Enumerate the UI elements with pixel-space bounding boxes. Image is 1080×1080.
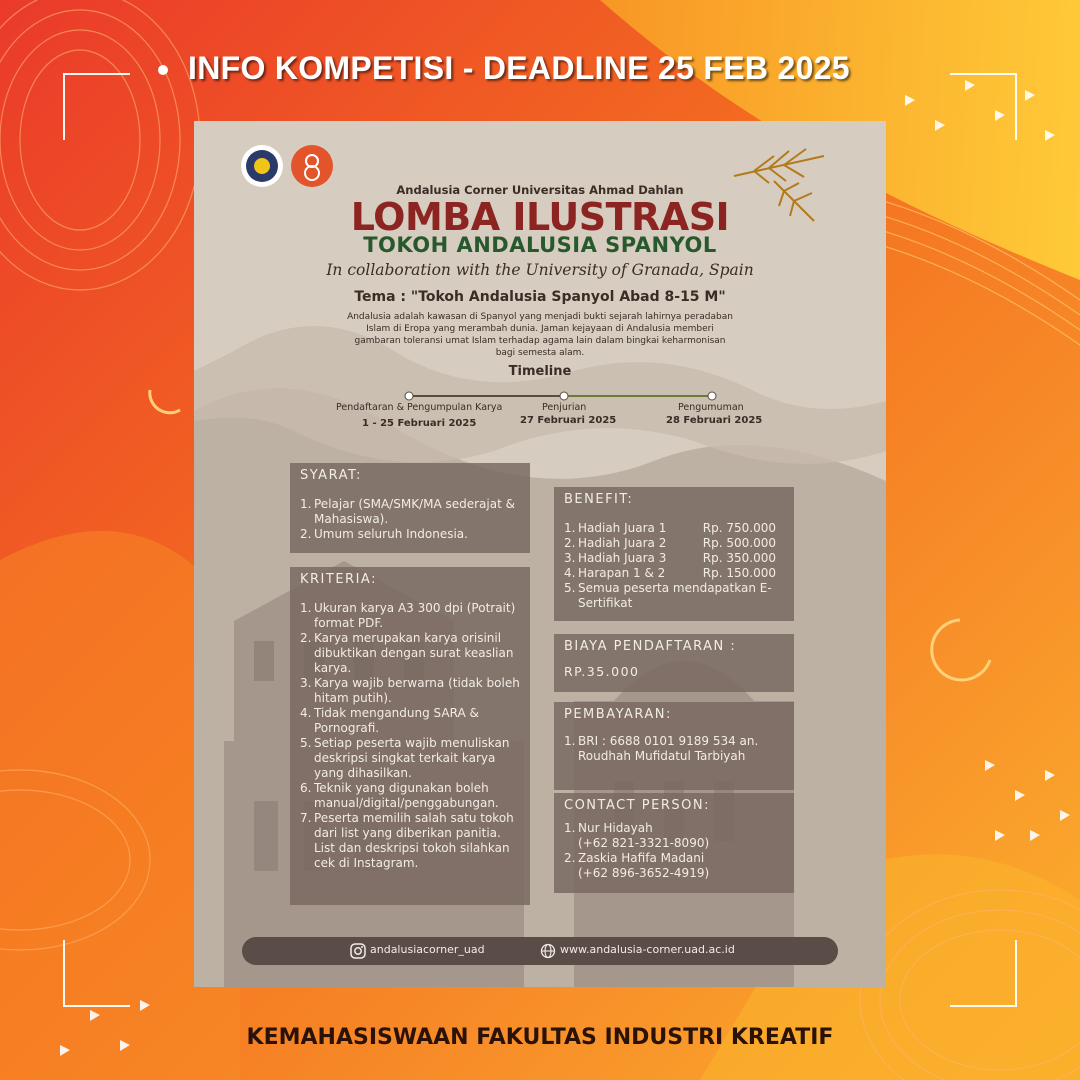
header-title: INFO KOMPETISI - DEADLINE 25 FEB 2025 bbox=[188, 50, 850, 86]
pembayaran-box bbox=[554, 702, 794, 790]
andalusia-corner-logo bbox=[291, 145, 333, 187]
collaboration-text: In collaboration with the University of Granada, Spain bbox=[326, 261, 754, 279]
list-item: 3. Hadiah Juara 3 Rp. 350.000 bbox=[564, 551, 776, 565]
organizer: Andalusia Corner Universitas Ahmad Dahlan bbox=[396, 183, 684, 197]
list-item: 1. BRI : 6688 0101 9189 534 an. Roudhah Mufidatul Tarbiyah bbox=[564, 734, 759, 763]
biaya-box bbox=[554, 634, 794, 692]
list-item: 7. Peserta memilih salah satu tokoh dari list yang diberikan panitia. List dan deskripsi tokoh silahkan cek di Instagram. bbox=[300, 811, 514, 870]
university-logo bbox=[241, 145, 283, 187]
timeline-label: Pengumuman bbox=[678, 402, 744, 413]
list-item: 2. Umum seluruh Indonesia. bbox=[300, 527, 468, 541]
instagram-handle[interactable]: andalusiacorner_uad bbox=[370, 943, 485, 956]
kriteria-box bbox=[290, 567, 530, 905]
list-item: 3. Karya wajib berwarna (tidak boleh hitam putih). bbox=[300, 676, 520, 705]
benefit-box bbox=[554, 487, 794, 621]
bullet-dot bbox=[158, 65, 168, 75]
list-item: 2. Karya merupakan karya orisinil dibuktikan dengan surat keaslian karya. bbox=[300, 631, 514, 675]
syarat-box bbox=[290, 463, 530, 553]
list-item: 6. Teknik yang digunakan boleh manual/digital/penggabungan. bbox=[300, 781, 499, 810]
poster bbox=[194, 121, 886, 987]
contact-title: CONTACT PERSON: bbox=[564, 798, 710, 813]
pembayaran-title: PEMBAYARAN: bbox=[564, 707, 672, 722]
timeline-date: 28 Februari 2025 bbox=[666, 415, 763, 426]
list-item: 4. Harapan 1 & 2 Rp. 150.000 bbox=[564, 566, 776, 580]
kriteria-title: KRITERIA: bbox=[300, 572, 377, 587]
list-item: 1. Nur Hidayah (+62 821-3321-8090) bbox=[564, 821, 710, 850]
list-item: 5. Setiap peserta wajib menuliskan deskripsi singkat terkait karya yang dihasilkan. bbox=[300, 736, 510, 780]
timeline-date: 1 - 25 Februari 2025 bbox=[362, 418, 477, 429]
header bbox=[150, 50, 950, 90]
theme-text: Tema : "Tokoh Andalusia Spanyol Abad 8-15 M" bbox=[354, 289, 726, 305]
biaya-title: BIAYA PENDAFTARAN : bbox=[564, 639, 737, 654]
list-item: 5. Semua peserta mendapatkan E-Sertifikat bbox=[564, 581, 772, 610]
instagram-icon bbox=[350, 943, 366, 959]
timeline-date: 27 Februari 2025 bbox=[520, 415, 617, 426]
biaya-value: RP.35.000 bbox=[564, 664, 640, 679]
syarat-title: SYARAT: bbox=[300, 468, 362, 483]
list-item: 4. Tidak mengandung SARA & Pornografi. bbox=[300, 706, 479, 735]
contact-box bbox=[554, 793, 794, 893]
description: Andalusia adalah kawasan di Spanyol yang menjadi bukti sejarah lahirnya peradaban Islam di Eropa yang merambah dunia. Jaman kejayaan di Andalusia memberi gambaran toleransi umat Islam terhadap agama lain dalam bingkai keharmonisan bagi semesta alam. bbox=[347, 312, 733, 358]
poster-subtitle: TOKOH ANDALUSIA SPANYOL bbox=[363, 233, 717, 257]
list-item: 2. Zaskia Hafifa Madani (+62 896-3652-4919) bbox=[564, 851, 710, 880]
timeline-title: Timeline bbox=[508, 364, 572, 379]
website-link[interactable]: www.andalusia-corner.uad.ac.id bbox=[560, 943, 735, 956]
footer-text: KEMAHASISWAAN FAKULTAS INDUSTRI KREATIF bbox=[246, 1025, 834, 1050]
timeline-label: Pendaftaran & Pengumpulan Karya bbox=[336, 402, 503, 413]
poster-title: LOMBA ILUSTRASI bbox=[350, 195, 730, 239]
globe-icon bbox=[540, 943, 556, 959]
list-item: 2. Hadiah Juara 2 Rp. 500.000 bbox=[564, 536, 776, 550]
timeline-label: Penjurian bbox=[542, 402, 587, 413]
list-item: 1. Ukuran karya A3 300 dpi (Potrait) format PDF. bbox=[300, 601, 516, 630]
benefit-title: BENEFIT: bbox=[564, 492, 634, 507]
list-item: 1. Hadiah Juara 1 Rp. 750.000 bbox=[564, 521, 776, 535]
list-item: 1. Pelajar (SMA/SMK/MA sederajat & Mahasiswa). bbox=[300, 497, 515, 526]
